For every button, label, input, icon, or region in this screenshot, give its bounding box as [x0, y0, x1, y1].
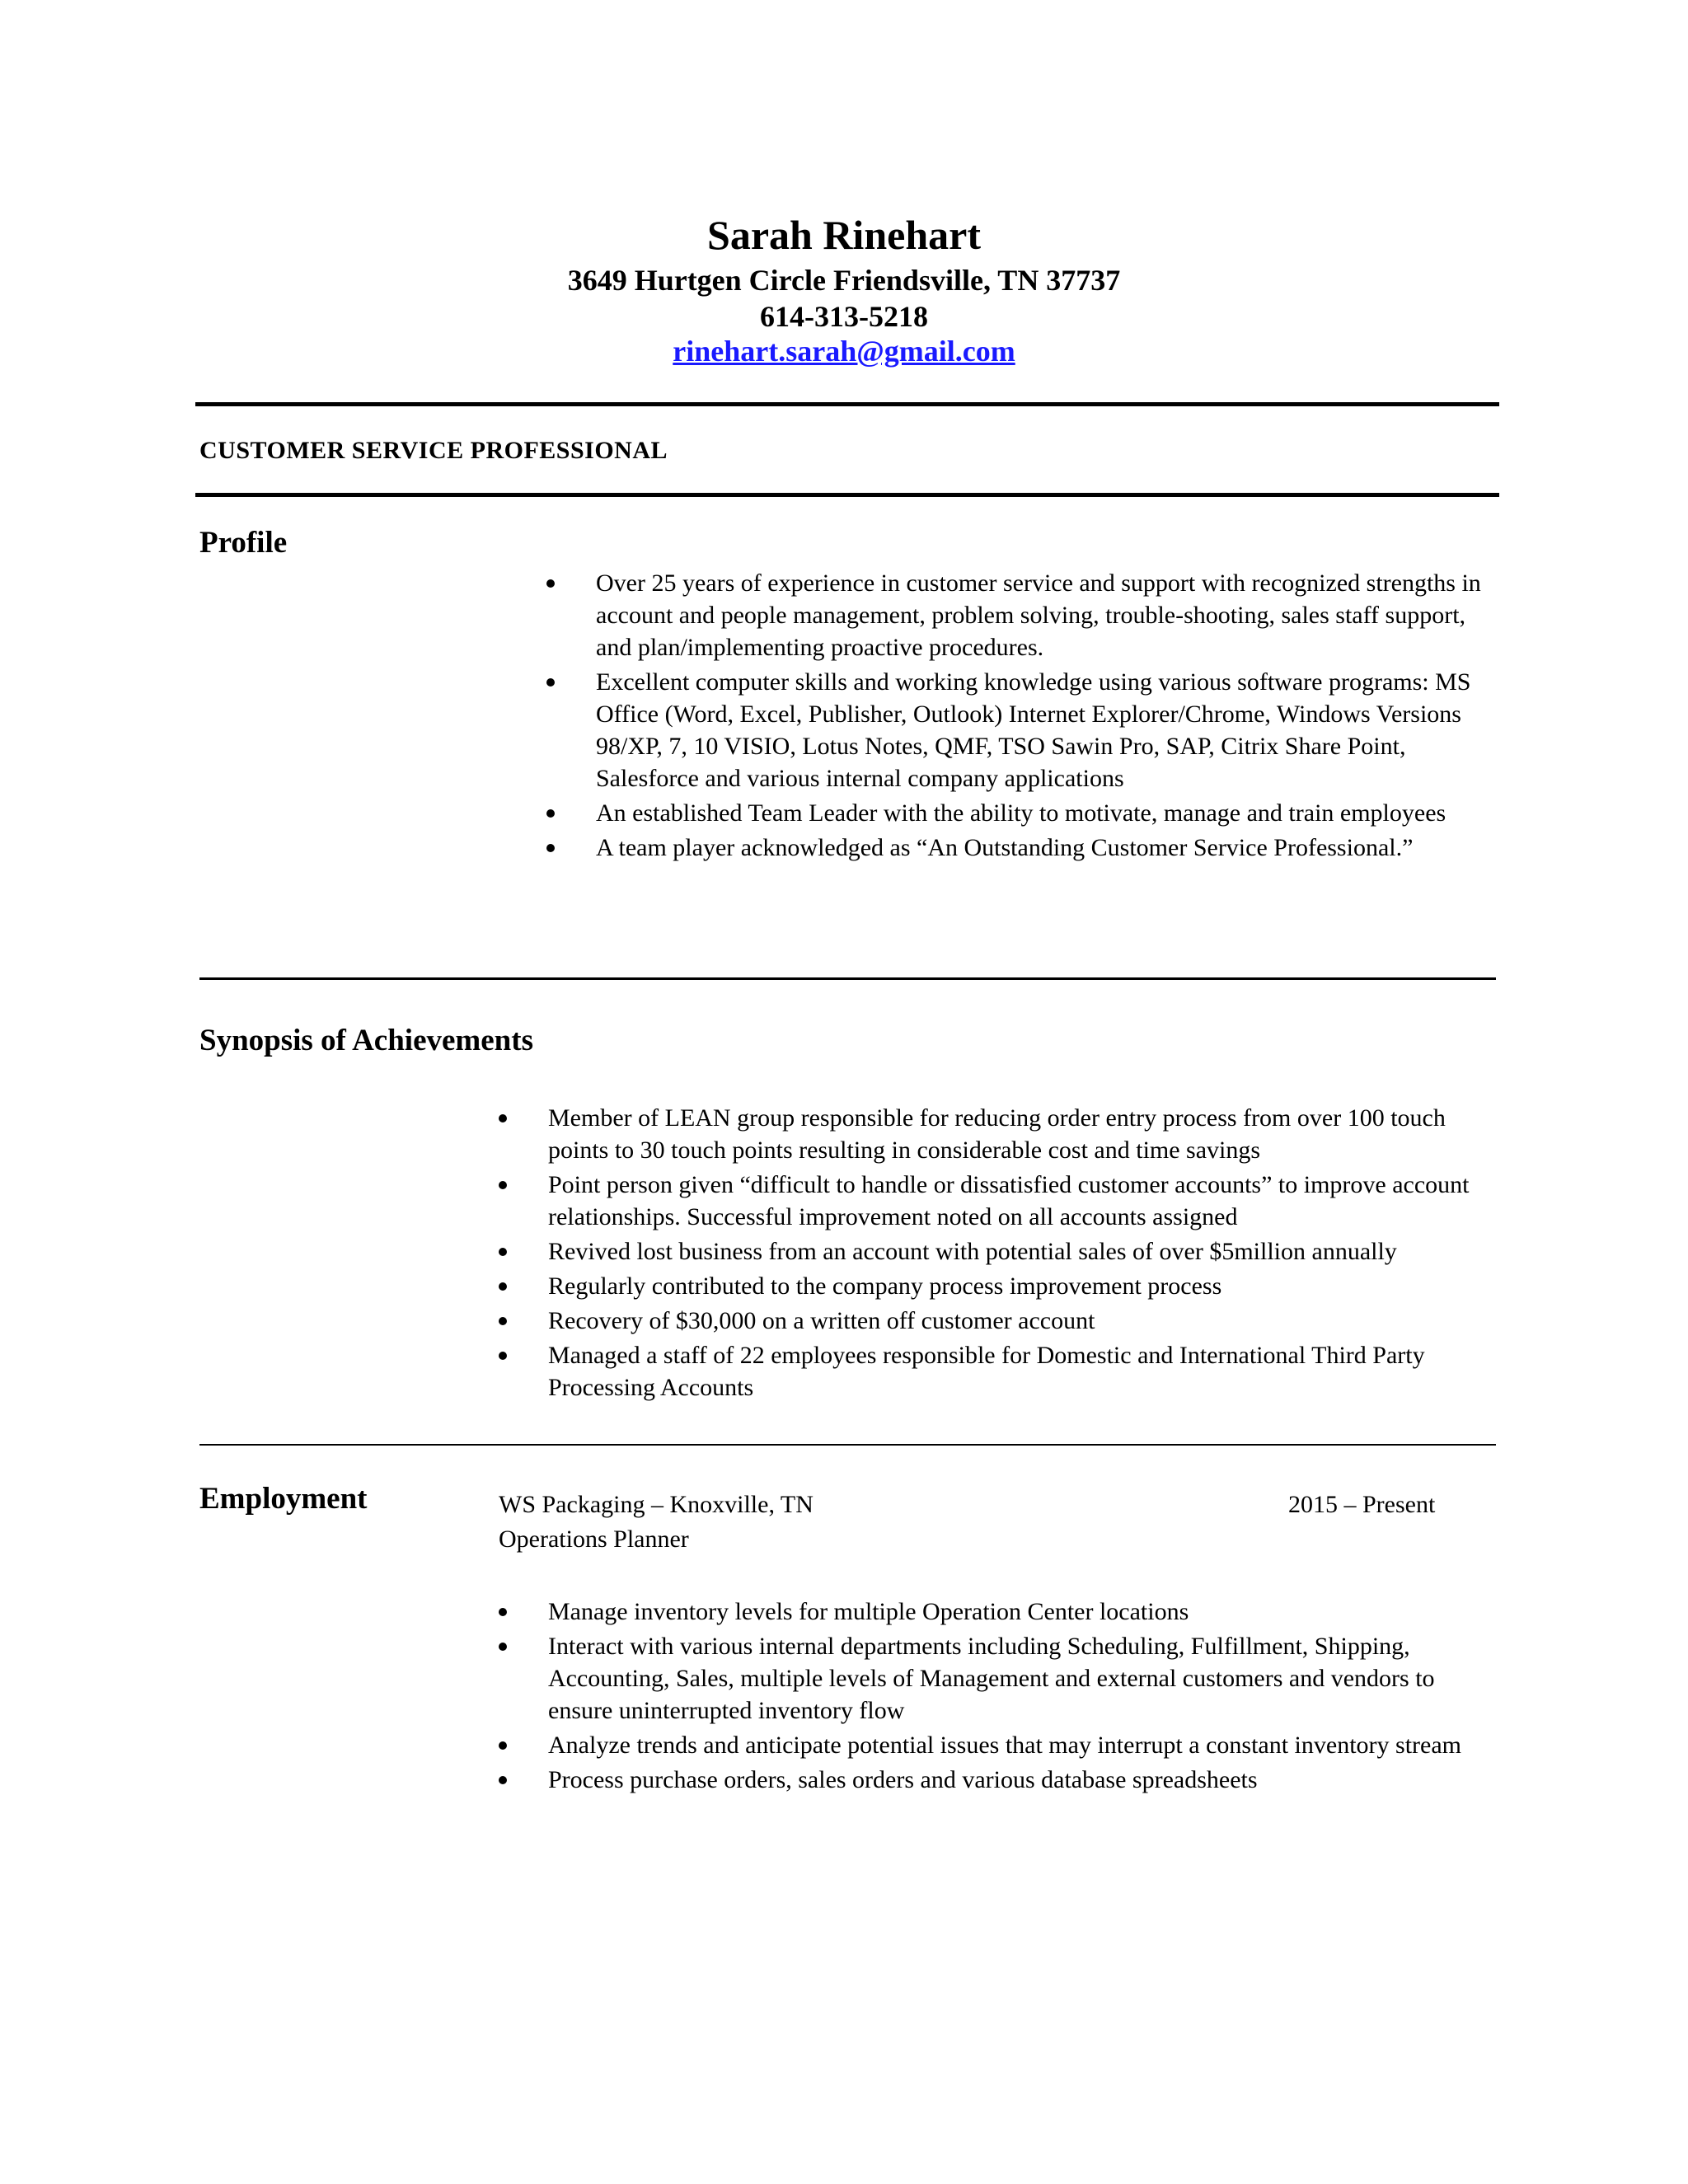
list-item: Analyze trends and anticipate potential issues that may interrupt a constant inventory stream	[499, 1729, 1504, 1761]
bullet-icon	[499, 1741, 507, 1750]
achievements-list	[499, 1102, 1488, 1406]
bullet-icon	[546, 809, 555, 818]
bullet-icon	[499, 1776, 507, 1784]
phone-number: 614-313-5218	[760, 300, 928, 333]
profile-list	[546, 567, 1503, 866]
job-position: Operations Planner	[499, 1526, 689, 1553]
address: 3649 Hurtgen Circle Friendsville, TN 37737	[567, 264, 1121, 297]
list-item: An established Team Leader with the ability to motivate, manage and train employees	[546, 797, 1503, 829]
section-divider	[199, 977, 1496, 980]
bullet-icon	[499, 1248, 507, 1256]
job-company: WS Packaging – Knoxville, TN	[499, 1491, 814, 1518]
bullet-icon	[499, 1608, 507, 1616]
list-item: Point person given “difficult to handle or dissatisfied customer accounts” to improve account relationships. Successful improvement noted on all accounts assigned	[499, 1169, 1488, 1233]
bullet-icon	[499, 1114, 507, 1122]
list-item: Excellent computer skills and working knowledge using various software programs: MS Office (Word, Excel, Publisher, Outlook) Internet Explorer/Chrome, Windows Versions 98/XP, 7, 10 VISIO, Lotus Notes, QMF, TSO Sawin Pro, SAP, Citrix Share Point, Salesforce and various internal company applications	[546, 666, 1503, 794]
section-divider	[199, 1444, 1496, 1446]
list-item: A team player acknowledged as “An Outstanding Customer Service Professional.”	[546, 832, 1503, 864]
list-item: Revived lost business from an account with potential sales of over $5million annually	[499, 1235, 1488, 1268]
job-dates: 2015 – Present	[1288, 1491, 1436, 1518]
bullet-icon	[546, 579, 555, 588]
email-line	[0, 333, 1688, 369]
bullet-icon	[546, 678, 555, 687]
employment-heading: Employment	[199, 1482, 368, 1516]
list-item: Recovery of $30,000 on a written off customer account	[499, 1305, 1488, 1337]
objective-heading: CUSTOMER SERVICE PROFESSIONAL	[199, 437, 668, 464]
achievements-heading: Synopsis of Achievements	[199, 1024, 533, 1057]
resume-name: Sarah Rinehart	[707, 212, 981, 258]
bullet-icon	[499, 1282, 507, 1291]
list-item: Process purchase orders, sales orders and various database spreadsheets	[499, 1764, 1504, 1796]
bullet-icon	[499, 1181, 507, 1189]
list-item: Managed a staff of 22 employees responsible for Domestic and International Third Party Processing Accounts	[499, 1339, 1488, 1404]
list-item: Regularly contributed to the company process improvement process	[499, 1270, 1488, 1302]
header-divider-top	[195, 402, 1499, 406]
bullet-icon	[499, 1352, 507, 1360]
profile-heading: Profile	[199, 526, 288, 560]
list-item: Member of LEAN group responsible for reducing order entry process from over 100 touch points to 30 touch points resulting in considerable cost and time savings	[499, 1102, 1488, 1166]
bullet-icon	[499, 1317, 507, 1325]
list-item: Over 25 years of experience in customer service and support with recognized strengths in account and people management, problem solving, trouble-shooting, sales staff support, and plan/implementing proactive procedures.	[546, 567, 1503, 663]
list-item: Manage inventory levels for multiple Operation Center locations	[499, 1596, 1504, 1628]
job-duties-list	[499, 1596, 1504, 1798]
list-item: Interact with various internal departments including Scheduling, Fulfillment, Shipping, Accounting, Sales, multiple levels of Management and external customers and vendors to ensure uninterrupted inventory flow	[499, 1630, 1504, 1727]
bullet-icon	[499, 1643, 507, 1651]
header-divider-bottom	[195, 493, 1499, 497]
bullet-icon	[546, 844, 555, 852]
email-link[interactable]: rinehart.sarah@gmail.com	[673, 335, 1015, 368]
